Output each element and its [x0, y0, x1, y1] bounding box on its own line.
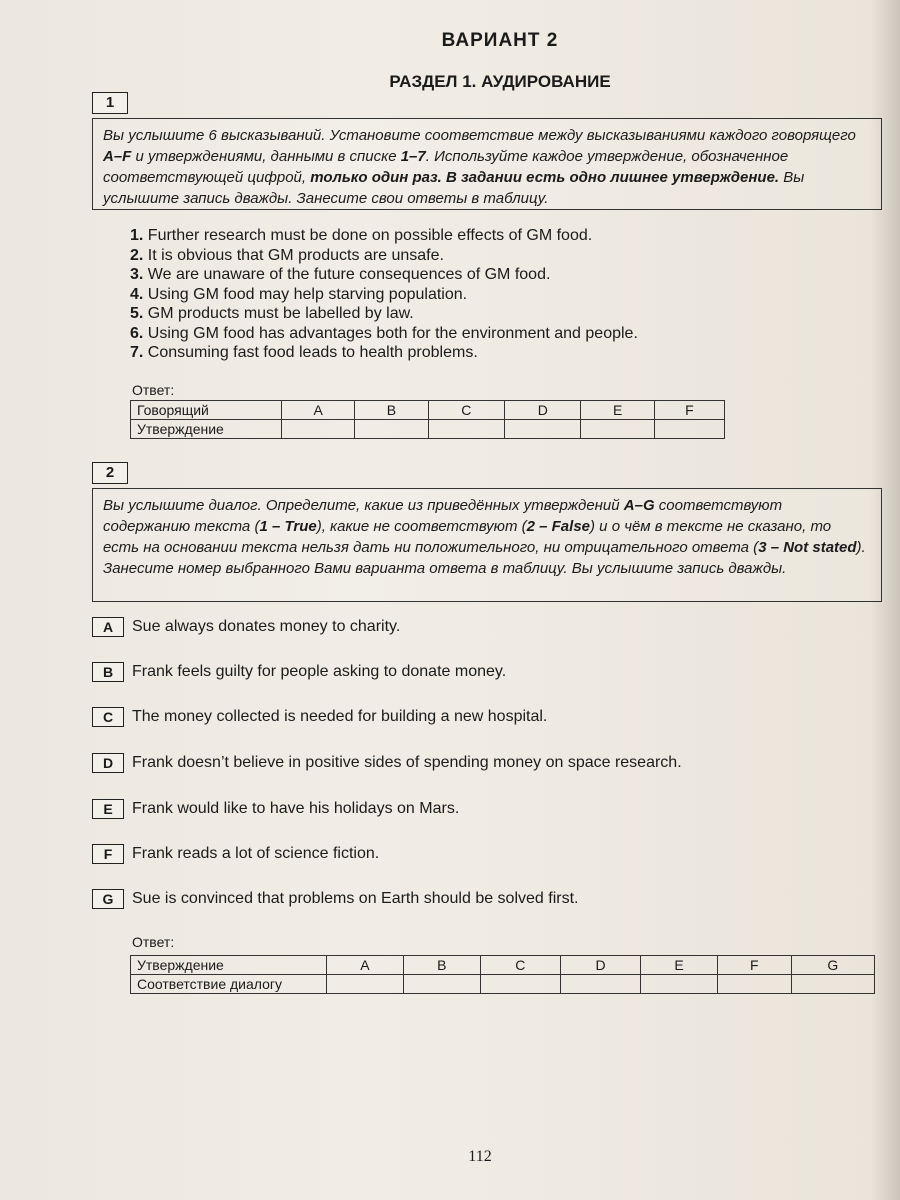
statement-text: We are unaware of the future consequences of GM food. [147, 266, 551, 283]
item-letter: C [92, 707, 124, 727]
column-header: C [480, 956, 560, 975]
column-header: B [403, 956, 480, 975]
task2-instr-part: 3 – Not stated [758, 539, 857, 556]
statement-number: 6. [130, 324, 144, 342]
row-header: Утверждение [131, 420, 282, 439]
table-row [131, 401, 725, 420]
statement-item [130, 246, 850, 266]
answer-cell[interactable] [717, 975, 791, 994]
row-header: Говорящий [131, 401, 282, 420]
task2-instr-part: 2 – False [526, 518, 591, 535]
statement-text: Using GM food has advantages both for the environment and people. [147, 324, 638, 342]
answer-cell[interactable] [282, 420, 355, 439]
task-number-2: 2 [92, 462, 128, 484]
item-text: Sue is convinced that problems on Earth should be solved first. [132, 890, 579, 907]
variant-title: ВАРИАНТ 2 [441, 30, 559, 51]
task2-answer-label: Ответ: [132, 934, 175, 950]
statement-text: It is obvious that GM products are unsafe. [147, 246, 444, 264]
statement-text: Further research must be done on possible effects of GM food. [147, 227, 593, 244]
column-header: A [282, 401, 355, 420]
task-number-1: 1 [92, 92, 128, 114]
row-header: Утверждение [131, 956, 327, 975]
statement-item [130, 265, 850, 285]
answer-cell[interactable] [355, 420, 428, 439]
page-number: 112 [468, 1148, 492, 1165]
column-header: D [505, 401, 581, 420]
task2-instr-part: 1 – True [259, 518, 317, 535]
statement-number: 5. [130, 305, 144, 322]
task2-instr-part: ). Занесите номер выбранного Вами варианта ответа в таблицу. Вы услышите запись дважды. [103, 539, 866, 577]
statement-number: 3. [130, 266, 144, 283]
statement-item [130, 304, 850, 324]
item-letter: B [92, 662, 124, 682]
item-e [92, 798, 459, 820]
item-text: Frank doesn’t believe in positive sides of spending money on space research. [132, 754, 682, 771]
task2-instr-part: Вы услышите диалог. Определите, какие из приведённых утверждений [103, 497, 624, 514]
task2-answer-table [130, 955, 875, 994]
answer-cell[interactable] [560, 975, 640, 994]
task1-answer-label: Ответ: [132, 382, 175, 398]
row-header: Соответствие диалогу [131, 975, 327, 994]
task2-instr-part: ), какие не соответствуют ( [316, 518, 527, 535]
item-f [92, 843, 379, 865]
answer-cell[interactable] [327, 975, 404, 994]
column-header: A [327, 956, 404, 975]
statement-item [130, 285, 850, 305]
statement-number: 2. [130, 246, 144, 264]
task1-instruction [92, 118, 882, 210]
column-header: E [581, 401, 654, 420]
column-header: B [355, 401, 428, 420]
column-header: F [717, 956, 791, 975]
answer-cell[interactable] [654, 420, 724, 439]
item-letter: D [92, 753, 124, 773]
item-d [92, 752, 682, 774]
table-row [131, 420, 725, 439]
task1-instr-part: 1–7 [400, 148, 426, 165]
statement-text: Consuming fast food leads to health problems. [147, 344, 478, 361]
statement-number: 7. [130, 344, 144, 361]
task1-instr-part: Вы услышите 6 высказываний. Установите соответствие между высказываниями каждого говорящего [103, 127, 856, 144]
item-text: Frank reads a lot of science fiction. [132, 845, 380, 862]
answer-cell[interactable] [581, 420, 654, 439]
task1-instr-part: Вы услышите запись дважды. Занесите свои ответы в таблицу. [103, 169, 805, 207]
task1-instr-part: . Используйте каждое утверждение, обозначенное соответствующей цифрой, [103, 148, 789, 186]
column-header: C [428, 401, 504, 420]
item-b [92, 661, 506, 683]
statement-item [130, 324, 850, 344]
section-title: РАЗДЕЛ 1. АУДИРОВАНИЕ [389, 72, 611, 91]
task1-instr-part: A–F [103, 148, 132, 165]
item-g [92, 888, 578, 910]
item-a [92, 616, 400, 638]
task2-instr-part: соответствуют содержанию текста ( [103, 497, 783, 535]
item-letter: A [92, 617, 124, 637]
statement-text: GM products must be labelled by law. [147, 305, 414, 322]
item-letter: G [92, 889, 124, 909]
task1-statement-list [130, 226, 850, 363]
task2-instruction [92, 488, 882, 602]
statement-item [130, 343, 850, 363]
item-text: The money collected is needed for building a new hospital. [132, 708, 548, 725]
column-header: E [641, 956, 718, 975]
statement-number: 4. [130, 285, 144, 303]
task1-instr-part: и утверждениями, данными в списке [131, 148, 401, 165]
statement-number: 1. [130, 227, 144, 244]
item-text: Frank would like to have his holidays on Mars. [132, 800, 460, 817]
item-letter: E [92, 799, 124, 819]
answer-cell[interactable] [428, 420, 504, 439]
answer-cell[interactable] [641, 975, 718, 994]
column-header: G [791, 956, 874, 975]
statement-text: Using GM food may help starving population. [147, 285, 468, 303]
item-text: Sue always donates money to charity. [132, 618, 401, 635]
task1-answer-table [130, 400, 725, 439]
task1-instr-part: только один раз. В задании есть одно лишнее утверждение. [310, 169, 780, 186]
column-header: D [560, 956, 640, 975]
answer-cell[interactable] [791, 975, 874, 994]
answer-cell[interactable] [480, 975, 560, 994]
task2-instr-part: A–G [623, 497, 655, 514]
answer-cell[interactable] [403, 975, 480, 994]
table-row [131, 975, 875, 994]
item-c [92, 706, 547, 728]
answer-cell[interactable] [505, 420, 581, 439]
column-header: F [654, 401, 724, 420]
table-row [131, 956, 875, 975]
item-letter: F [92, 844, 124, 864]
item-text: Frank feels guilty for people asking to donate money. [132, 663, 507, 680]
task2-instr-part: ) и о чём в тексте не сказано, то есть на основании текста нельзя дать ни положительного, ни отрицательного ответа ( [103, 518, 832, 556]
statement-item [130, 226, 850, 246]
